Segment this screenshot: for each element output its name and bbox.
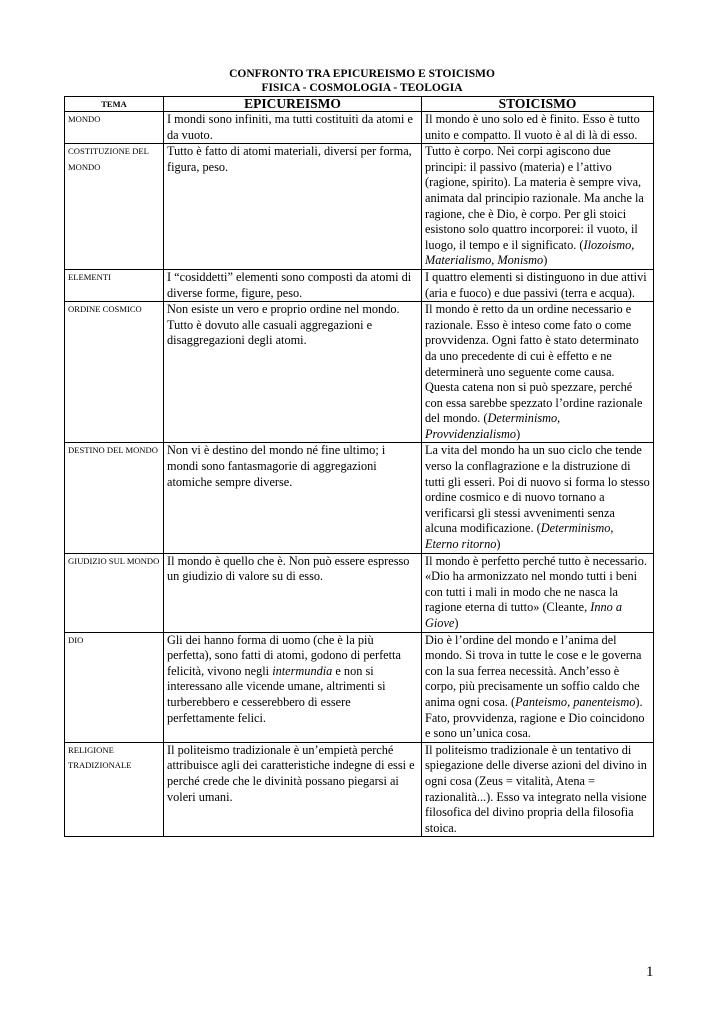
table-row — [65, 112, 654, 144]
epicureismo-cell: Tutto è fatto di atomi materiali, diversi per forma, figura, peso. — [164, 144, 422, 270]
table-row — [65, 742, 654, 837]
header-tema: TEMA — [65, 97, 164, 112]
epicureismo-text: Gli dei hanno forma di uomo (che è la più perfetta), sono fatti di atomi, godono di perfetta felicità, vivono negli — [167, 632, 401, 678]
tema-cell: DESTINO DEL MONDO — [65, 443, 164, 553]
tema-cell: ORDINE COSMICO — [65, 302, 164, 443]
epicureismo-cell: Non esiste un vero e proprio ordine nel mondo. Tutto è dovuto alle casuali aggregazioni e disaggregazioni degli atomi. — [164, 302, 422, 443]
epicureismo-cell: Non vi è destino del mondo né fine ultimo; i mondi sono fantasmagorie di aggregazioni atomiche sempre diverse. — [164, 443, 422, 553]
stoicismo-text-end: ) — [543, 253, 548, 268]
stoicismo-text-end: ) — [516, 426, 521, 441]
stoicismo-text: Tutto è corpo. Nei corpi agiscono due principi: il passivo (materia) e l’attivo (ragione, spirito). La materia è sempre viva, animata dal principio razionale. Ma anche la ragione, che è Dio, è corpo. Per gli stoici esistono solo quattro incorporei: il vuoto, il luogo, il tempo e il significato. ( — [425, 144, 644, 252]
table-row — [65, 302, 654, 443]
stoicismo-text-end: ) — [496, 537, 501, 552]
document-subtitle: FISICA - COSMOLOGIA - TEOLOGIA — [261, 82, 463, 94]
stoicismo-cell: Il mondo è uno solo ed è finito. Esso è tutto unito e compatto. Il vuoto è al di là di esso. — [422, 112, 654, 144]
epicureismo-cell: Il mondo è quello che è. Non può essere espresso un giudizio di valore su di esso. — [164, 553, 422, 632]
stoicismo-emphasis: Panteismo, panenteismo — [515, 694, 636, 709]
stoicismo-text-end: ). Fato, provvidenza, ragione e Dio coincidono e sono un’unica cosa. — [425, 694, 645, 741]
stoicismo-cell — [422, 632, 654, 742]
stoicismo-emphasis: Ilozoismo, Materialismo, Monismo — [425, 237, 635, 268]
epicureismo-cell: I mondi sono infiniti, ma tutti costituiti da atomi e da vuoto. — [164, 112, 422, 144]
stoicismo-emphasis: Inno a Giove — [425, 600, 623, 630]
stoicismo-emphasis: Determinismo, Eterno ritorno — [425, 521, 614, 552]
tema-cell: ELEMENTI — [65, 269, 164, 301]
epicureismo-cell — [164, 632, 422, 742]
table-row — [65, 144, 654, 270]
epicureismo-cell: Il politeismo tradizionale è un’empietà perché attribuisce agli dei caratteristiche indegne di essi e perché crede che le divinità possano piegarsi ai voleri umani. — [164, 742, 422, 837]
document-title: CONFRONTO TRA EPICUREISMO E STOICISMO — [229, 68, 495, 80]
tema-cell: COSTITUZIONE DEL MONDO — [65, 144, 164, 270]
stoicismo-cell: I quattro elementi si distinguono in due attivi (aria e fuoco) e due passivi (terra e acqua). — [422, 269, 654, 301]
stoicismo-cell — [422, 302, 654, 443]
stoicismo-cell — [422, 144, 654, 270]
tema-cell: GIUDIZIO SUL MONDO — [65, 553, 164, 632]
comparison-table — [64, 96, 654, 837]
table-row — [65, 553, 654, 632]
table-header-row — [65, 97, 654, 112]
tema-cell: MONDO — [65, 112, 164, 144]
epicureismo-cell: I “cosiddetti” elementi sono composti da atomi di diverse forme, figure, peso. — [164, 269, 422, 301]
stoicismo-text: Il mondo è perfetto perché tutto è necessario. «Dio ha armonizzato nel mondo tutti i beni con tutti i mali in modo che ne nasca la ragione eterna di tutto» (Cleante, — [425, 553, 647, 615]
stoicismo-cell: Il politeismo tradizionale è un tentativo di spiegazione delle diverse azioni del divino in ogni cosa (Zeus = vitalità, Atena = razionalità...). Esso va integrato nella visione filosofica del divino propria della filosofia stoica. — [422, 742, 654, 837]
stoicismo-text-end: ) — [454, 616, 459, 630]
epicureismo-text-end: e non si interessano alle vicende umane, altrimenti si turberebbero e cesserebbero di essere perfettamente felici. — [167, 663, 386, 725]
stoicismo-cell — [422, 443, 654, 553]
page-number: 1 — [646, 964, 654, 980]
header-stoicismo: STOICISMO — [422, 97, 654, 112]
stoicismo-text: Dio è l’ordine del mondo e l’anima del mondo. Si trova in tutte le cose e le governa con la sua ferrea necessità. Anch’esso è corpo, più precisamente un soffio caldo che anima ogni cosa. ( — [425, 632, 642, 709]
tema-cell: DIO — [65, 632, 164, 742]
stoicismo-emphasis: Determinismo, Provvidenzialismo — [425, 411, 561, 441]
table-row — [65, 269, 654, 301]
table-row — [65, 632, 654, 742]
stoicismo-text: Il mondo è retto da un ordine necessario e razionale. Esso è inteso come fato o come provvidenza. Ogni fatto è stato determinato da uno precedente di cui è effetto e ne determinerà uno seguente come causa. Questa catena non si può spezzare, perché con essa sarebbe spezzato l’ordine razionale del mondo. ( — [425, 302, 643, 426]
header-epicureismo: EPICUREISMO — [164, 97, 422, 112]
epicureismo-emphasis: intermundia — [272, 663, 333, 678]
tema-cell: RELIGIONE TRADIZIONALE — [65, 742, 164, 837]
stoicismo-cell — [422, 553, 654, 632]
stoicismo-text: La vita del mondo ha un suo ciclo che tende verso la conflagrazione e la distruzione di tutti gli esseri. Poi di nuovo si forma lo stesso ordine cosmico e di nuovo tornano a verificarsi gli stessi avvenimenti senza alcuna modificazione. ( — [425, 443, 650, 536]
table-row — [65, 443, 654, 553]
